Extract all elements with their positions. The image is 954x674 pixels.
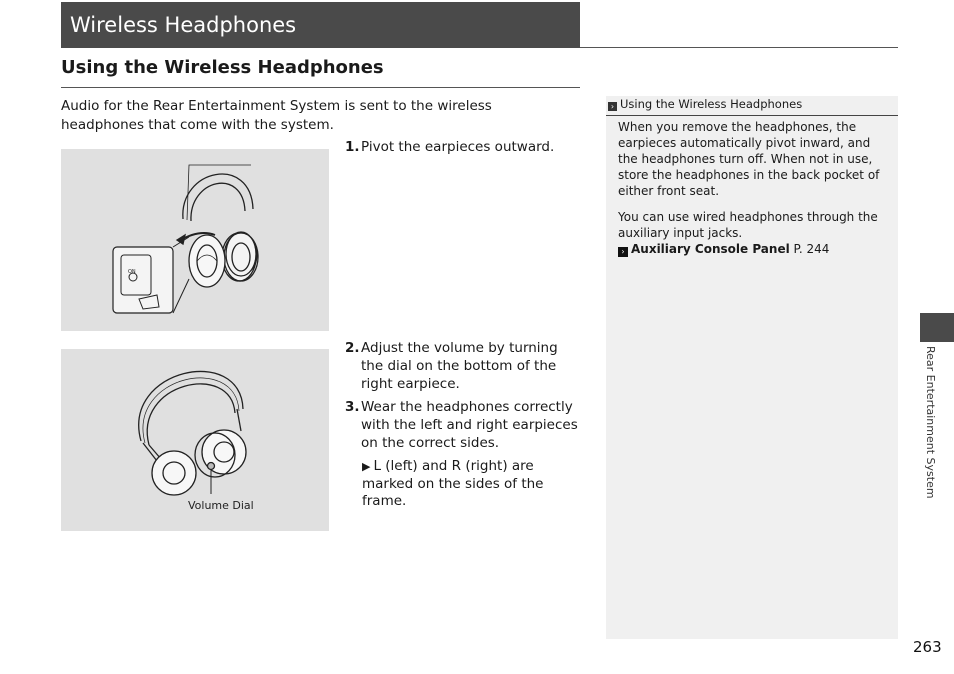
chapter-title: Wireless Headphones — [61, 2, 580, 48]
cross-reference-arrow-icon: › — [618, 247, 628, 257]
title-rule — [580, 47, 898, 48]
cross-reference-link[interactable] — [618, 241, 890, 257]
cross-reference-page: P. 244 — [793, 242, 830, 256]
chapter-side-tab — [920, 313, 954, 342]
sidebar-rule — [606, 115, 898, 116]
chapter-side-tab-label: Rear Entertainment System — [924, 346, 937, 499]
intro-paragraph: Audio for the Rear Entertainment System is sent to the wireless headphones that come with the system. — [61, 98, 492, 133]
step-2-text: Adjust the volume by turning the dial on the bottom of the right earpiece. — [361, 340, 558, 392]
sidebar-body — [618, 119, 890, 257]
page-number: 263 — [913, 638, 942, 656]
sidebar-paragraph-1: When you remove the headphones, the earpieces automatically pivot inward, and the headphones turn off. When not in use, store the headphones in the back pocket of either front seat. — [618, 120, 880, 198]
step-1-number: 1. — [345, 139, 360, 155]
triangle-right-icon: ▶ — [362, 460, 371, 473]
step-3 — [345, 398, 580, 452]
svg-text:ON: ON — [128, 269, 136, 275]
step-3-note-text: L (left) and R (right) are marked on the sides of the frame. — [362, 458, 544, 509]
note-arrow-icon: › — [608, 102, 617, 111]
headphones-pivot-illustration — [61, 149, 329, 331]
step-3-note — [362, 458, 577, 511]
sidebar-paragraph-2: You can use wired headphones through the auxiliary input jacks. — [618, 210, 878, 240]
step-1-text: Pivot the earpieces outward. — [361, 139, 555, 155]
cross-reference-label: Auxiliary Console Panel — [631, 242, 790, 256]
section-rule — [61, 87, 580, 88]
step-3-number: 3. — [345, 399, 360, 415]
sidebar-heading-text: Using the Wireless Headphones — [620, 97, 803, 111]
sidebar-heading — [606, 96, 898, 116]
section-heading: Using the Wireless Headphones — [61, 57, 384, 78]
volume-dial-label: Volume Dial — [188, 499, 254, 512]
step-2 — [345, 339, 580, 393]
figure-pivot-earpieces — [61, 149, 329, 331]
step-1 — [345, 138, 580, 156]
figure-volume-dial — [61, 349, 329, 531]
sidebar-notes — [606, 96, 898, 639]
step-3-text: Wear the headphones correctly with the left and right earpieces on the correct sides. — [361, 399, 578, 451]
step-2-number: 2. — [345, 340, 360, 356]
